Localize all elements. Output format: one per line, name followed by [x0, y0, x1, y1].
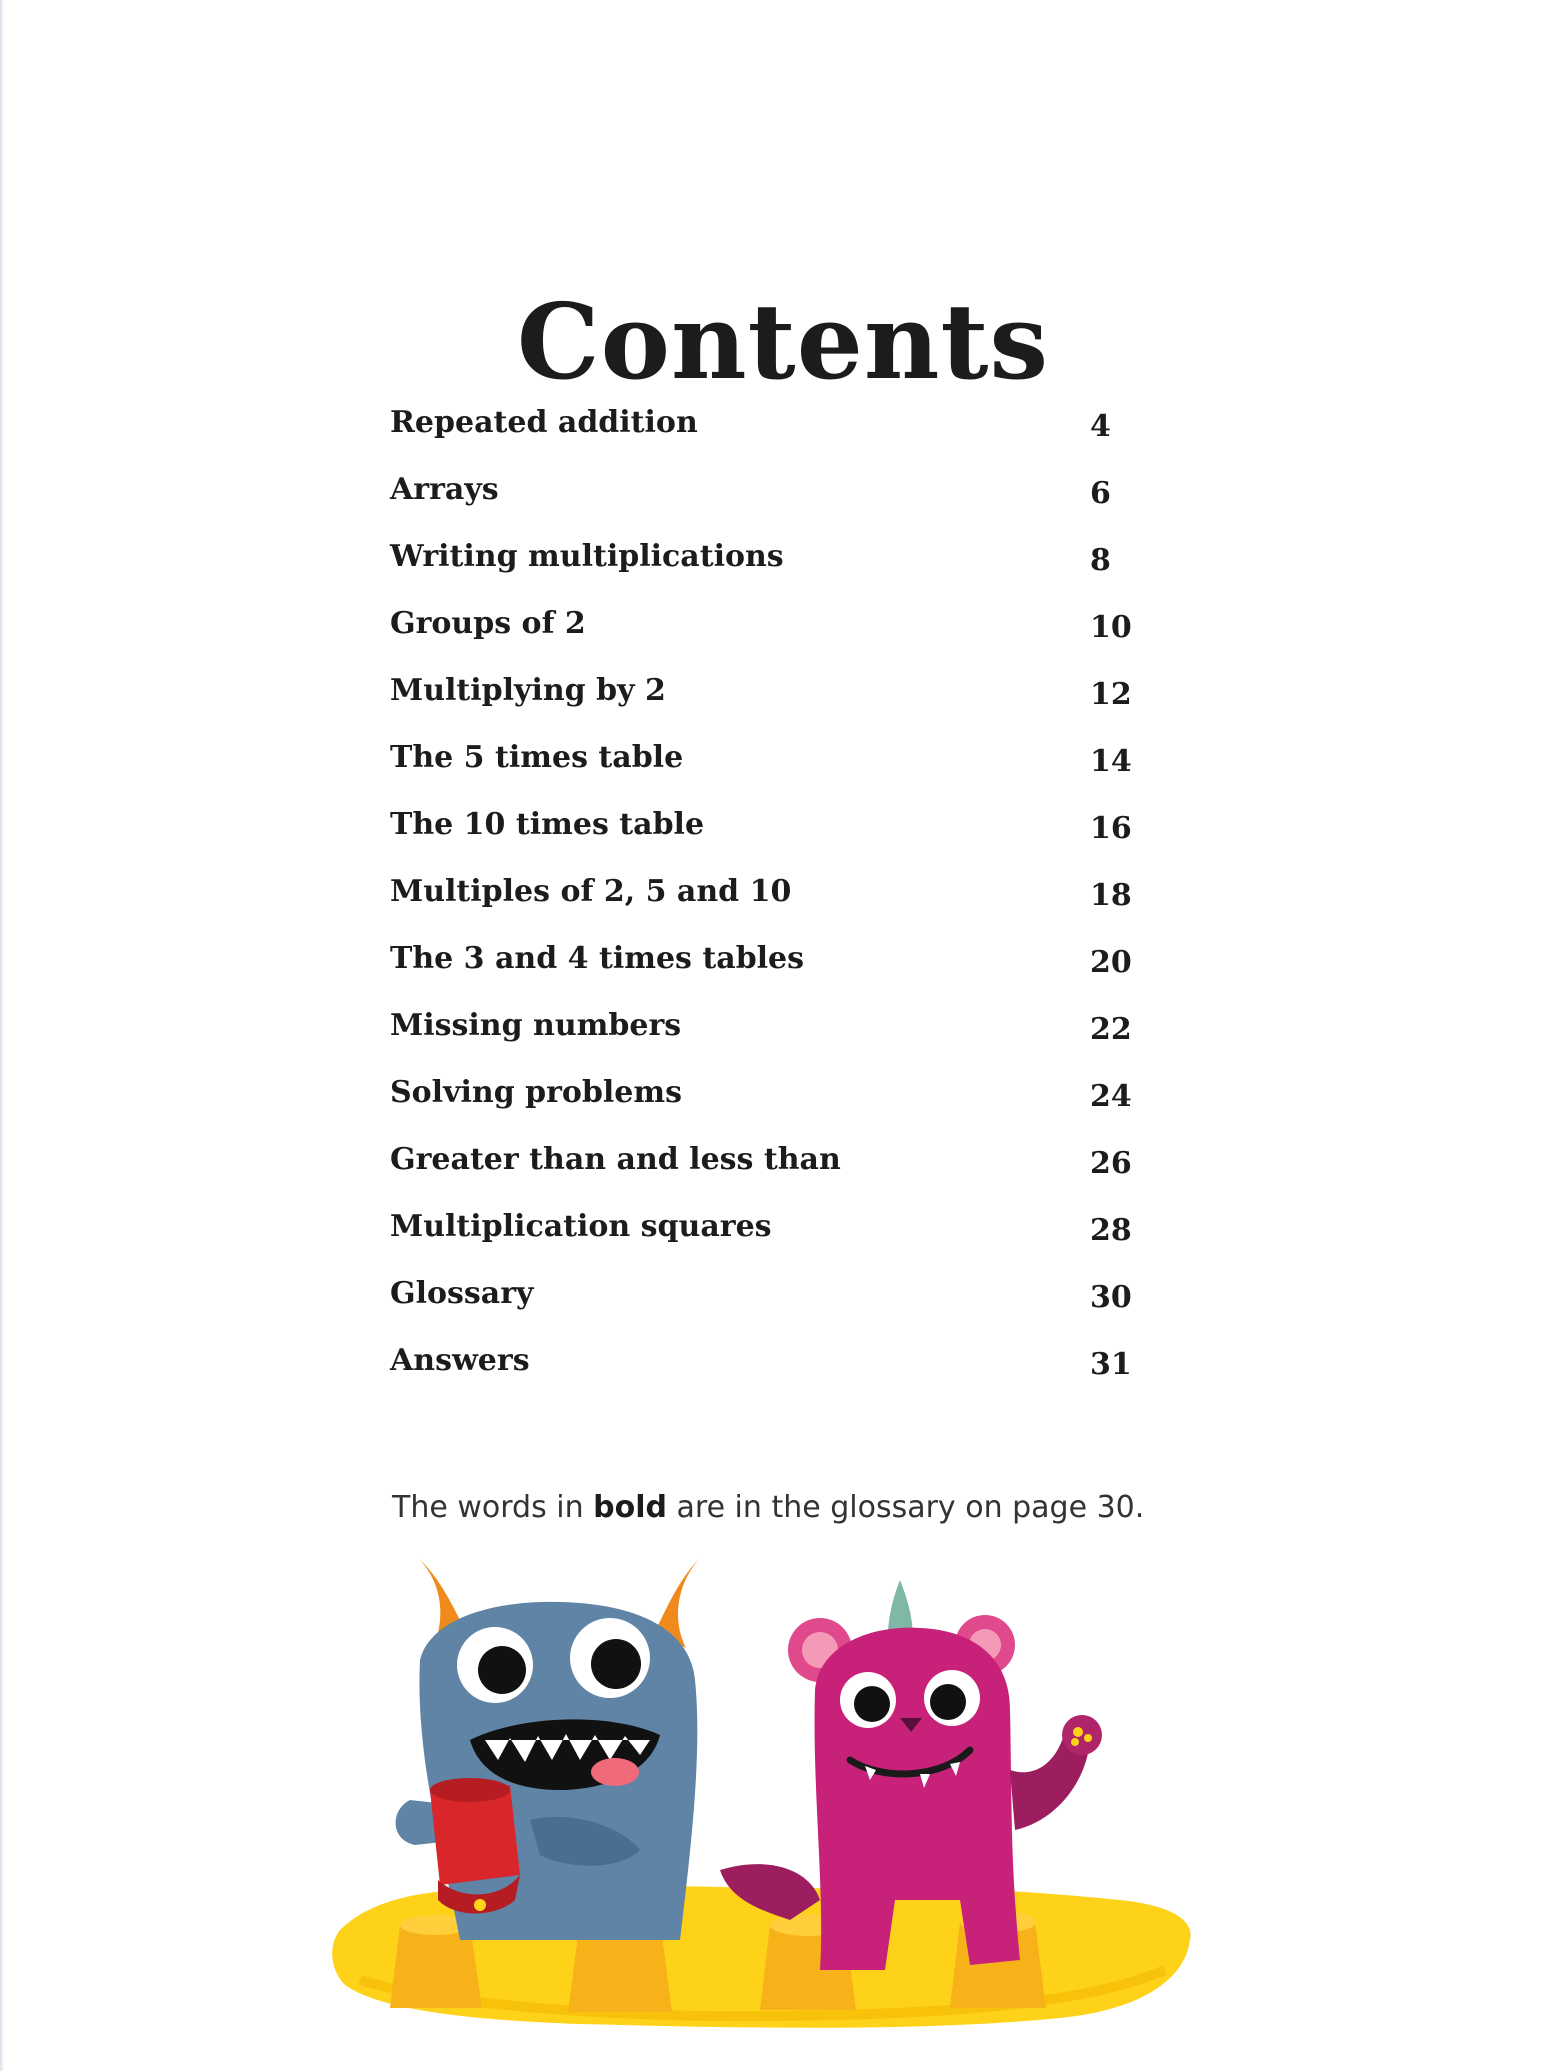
- toc-entry[interactable]: [390, 467, 1130, 534]
- toc-entry-page: 14: [1090, 744, 1132, 779]
- toc-entry-label: The 3 and 4 times tables: [390, 941, 805, 976]
- toc-entry-page: 31: [1090, 1347, 1132, 1382]
- glossary-note: [392, 1486, 1144, 1530]
- toc-entry-label: Multiplying by 2: [390, 673, 666, 708]
- toc-entry[interactable]: [390, 735, 1130, 802]
- page-title: Contents: [516, 279, 1050, 403]
- toc-entry[interactable]: [390, 534, 1130, 601]
- table-of-contents: [390, 400, 1130, 1405]
- toc-entry-label: The 5 times table: [390, 740, 684, 775]
- toc-entry[interactable]: [390, 1338, 1130, 1405]
- toc-entry[interactable]: [390, 936, 1130, 1003]
- toc-entry-label: Missing numbers: [390, 1008, 682, 1043]
- toc-entry-page: 22: [1090, 1012, 1132, 1047]
- toc-entry[interactable]: [390, 601, 1130, 668]
- toc-entry-label: Writing multiplications: [390, 539, 784, 574]
- glossary-note-bold: bold: [593, 1490, 667, 1525]
- blue-monster-icon: [396, 1558, 700, 1940]
- toc-entry[interactable]: [390, 1204, 1130, 1271]
- toc-entry-page: 12: [1090, 677, 1132, 712]
- toc-entry-page: 28: [1090, 1213, 1132, 1248]
- toc-entry-page: 20: [1090, 945, 1132, 980]
- toc-entry[interactable]: [390, 1137, 1130, 1204]
- toc-entry-page: 26: [1090, 1146, 1132, 1181]
- toc-entry-page: 6: [1090, 476, 1111, 511]
- glossary-note-prefix: The words in: [392, 1490, 594, 1525]
- toc-entry-label: Answers: [390, 1343, 530, 1378]
- toc-entry-label: Groups of 2: [390, 606, 586, 641]
- toc-entry-label: Repeated addition: [390, 405, 698, 440]
- toc-entry[interactable]: [390, 400, 1130, 467]
- toc-entry-label: Arrays: [390, 472, 499, 507]
- toc-entry[interactable]: [390, 869, 1130, 936]
- toc-entry[interactable]: [390, 1271, 1130, 1338]
- monsters-illustration: [320, 1540, 1200, 2040]
- toc-entry-page: 16: [1090, 811, 1132, 846]
- toc-entry-page: 8: [1090, 543, 1111, 578]
- toc-entry[interactable]: [390, 1003, 1130, 1070]
- glossary-note-suffix: are in the glossary on page 30.: [666, 1490, 1145, 1525]
- toc-entry-page: 18: [1090, 878, 1132, 913]
- toc-entry-page: 4: [1090, 409, 1111, 444]
- toc-entry-page: 30: [1090, 1280, 1132, 1315]
- toc-entry-label: Solving problems: [390, 1075, 683, 1110]
- toc-entry-label: Multiplication squares: [390, 1209, 772, 1244]
- toc-entry-label: Greater than and less than: [390, 1142, 841, 1177]
- toc-entry-page: 10: [1090, 610, 1132, 645]
- toc-entry[interactable]: [390, 1070, 1130, 1137]
- toc-entry[interactable]: [390, 802, 1130, 869]
- toc-entry-label: Multiples of 2, 5 and 10: [390, 874, 792, 909]
- toc-entry[interactable]: [390, 668, 1130, 735]
- toc-entry-label: Glossary: [390, 1276, 534, 1311]
- toc-entry-page: 24: [1090, 1079, 1132, 1114]
- toc-entry-label: The 10 times table: [390, 807, 705, 842]
